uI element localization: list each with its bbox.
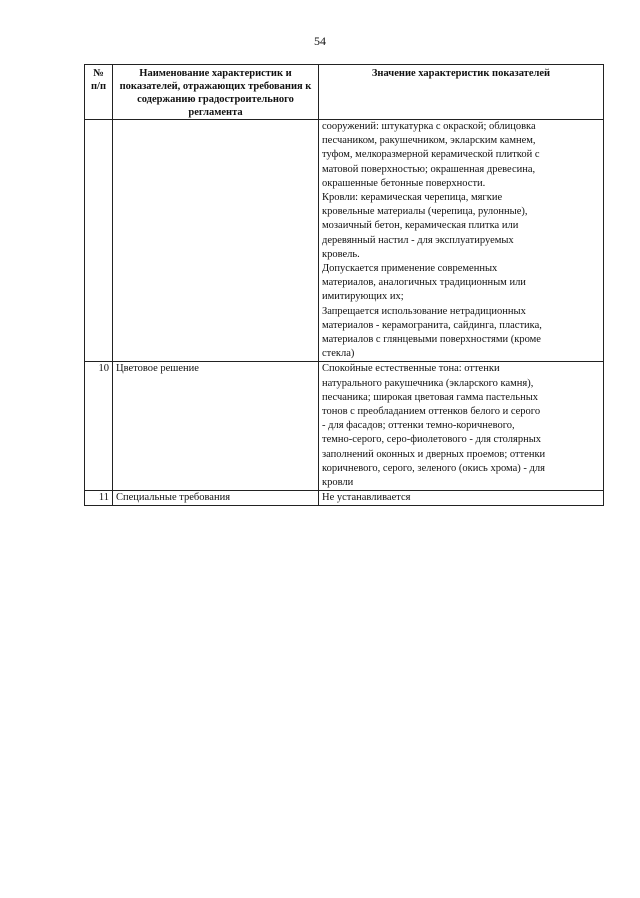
table-body xyxy=(85,120,604,506)
characteristic-name-cell: Специальные требования xyxy=(113,491,319,506)
value-text-line: сооружений: штукатурка с окраской; облицовка xyxy=(322,121,536,132)
value-text-line: кровельные материалы (черепица, рулонные), xyxy=(322,206,528,218)
value-text-line: материалов - керамогранита, сайдинга, пластика, xyxy=(322,319,542,331)
value-text-line: мозаичный бетон, керамическая плитка или xyxy=(322,220,519,232)
value-text-line: натурального ракушечника (экларского камня), xyxy=(322,377,534,389)
value-text-line: кровель. xyxy=(322,248,360,260)
value-text-line: туфом, мелкоразмерной керамической плиткой с xyxy=(322,149,540,161)
value-text-line: стекла) xyxy=(322,348,355,360)
table-row xyxy=(85,120,604,362)
value-text-line: материалов, аналогичных традиционным или xyxy=(322,277,526,289)
row-number-cell xyxy=(85,120,113,362)
table-row xyxy=(85,362,604,491)
characteristic-name-cell xyxy=(113,120,319,362)
value-text-line: песчаника; широкая цветовая гамма пастельных xyxy=(322,391,538,403)
row-number-cell: 11 xyxy=(85,491,113,506)
value-text-line: Кровли: керамическая черепица, мягкие xyxy=(322,192,503,204)
value-text-line: Допускается применение современных xyxy=(322,263,498,275)
characteristic-value-cell xyxy=(319,120,604,362)
row-number-cell: 10 xyxy=(85,362,113,491)
header-characteristic-value: Значение характеристик показателей xyxy=(319,65,604,120)
value-text-line: кровли xyxy=(322,477,354,489)
value-text-line: коричневого, серого, зеленого (окись хрома) - для xyxy=(322,462,545,474)
value-text-line: материалов с глянцевыми поверхностями (кроме xyxy=(322,334,541,346)
value-text-line: деревянный настил - для эксплуатируемых xyxy=(322,234,514,246)
table-row xyxy=(85,491,604,506)
value-text-line: имитирующих их; xyxy=(322,291,404,303)
table-header-row xyxy=(85,65,604,120)
characteristic-value-cell xyxy=(319,362,604,491)
header-number: № п/п xyxy=(85,65,113,120)
value-text-line: тонов с преобладанием оттенков белого и серого xyxy=(322,406,541,418)
value-text-line: заполнений оконных и дверных проемов; оттенки xyxy=(322,448,546,460)
header-characteristic-name: Наименование характеристик и показателей, отражающих требования к содержанию градостроительного регламента xyxy=(113,65,319,120)
page-number: 54 xyxy=(314,34,326,48)
value-text-line: Не устанавливается xyxy=(322,492,411,504)
value-text-line: окрашенные бетонные поверхности. xyxy=(322,177,486,189)
value-text-line: Спокойные естественные тона: оттенки xyxy=(322,363,500,375)
value-text-line: Запрещается использование нетрадиционных xyxy=(322,305,526,317)
regulation-table xyxy=(84,64,604,506)
characteristic-name-cell: Цветовое решение xyxy=(113,362,319,491)
value-text-line: - для фасадов; оттенки темно-коричневого, xyxy=(322,420,515,432)
value-text-line: матовой поверхностью; окрашенная древесина, xyxy=(322,163,536,175)
value-text-line: темно-серого, серо-фиолетового - для столярных xyxy=(322,434,542,446)
characteristic-value-cell xyxy=(319,491,604,506)
value-text-line: песчаником, ракушечником, экларским камнем, xyxy=(322,135,536,147)
